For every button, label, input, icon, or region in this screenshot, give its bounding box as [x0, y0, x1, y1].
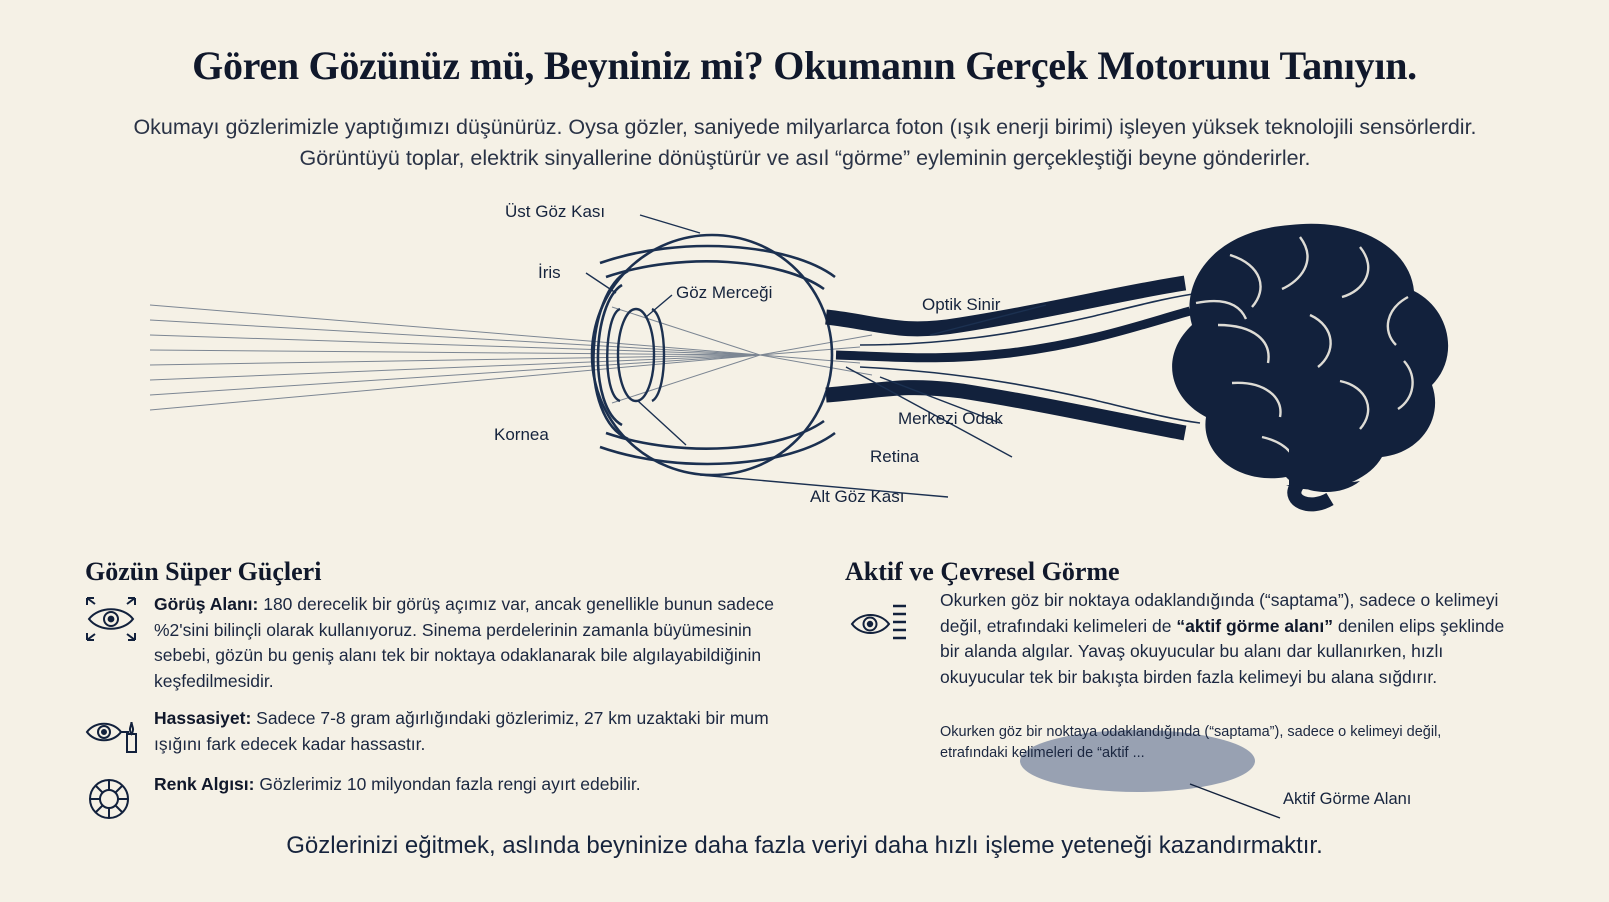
- feature-text-sensitivity: [154, 706, 782, 760]
- page-title: Gören Gözünüz mü, Beyniniz mi? Okumanın Gerçek Motorunu Tanıyın.: [192, 43, 1417, 88]
- label-iris: İris: [538, 263, 561, 282]
- eye-brain-diagram: [0, 185, 1609, 525]
- brain-illustration: [1172, 224, 1448, 505]
- ellipse-leader-line: [940, 722, 1500, 832]
- color-wheel-icon: [82, 772, 140, 826]
- reading-sample-block: [940, 722, 1500, 832]
- feature-text-field-of-view: [154, 592, 782, 694]
- right-section-paragraph: [940, 588, 1515, 690]
- label-optik-sinir: Optik Sinir: [922, 295, 1001, 314]
- feature-term-sensitivity: Hassasiyet:: [154, 708, 252, 728]
- label-alt-goz-kasi: Alt Göz Kası: [810, 487, 905, 506]
- label-merkezi-odak: Merkezi Odak: [898, 409, 1003, 428]
- feature-body-sensitivity: Sadece 7-8 gram ağırlığındaki gözlerimiz, 27 km uzaktaki bir mum ışığını fark edecek kadar hassastır.: [154, 708, 769, 754]
- light-rays: [150, 305, 872, 410]
- footer-note: Gözlerinizi eğitmek, aslında beyninize daha fazla veriyi daha hızlı işleme yeteneği kazandırmaktır.: [286, 832, 1323, 859]
- right-section-heading: Aktif ve Çevresel Görme: [845, 557, 1120, 586]
- page-subtitle: Okumayı gözlerimizle yaptığımızı düşünürüz. Oysa gözler, saniyede milyarlarca foton (ışık enerji birimi) işleyen yüksek teknolojili sensörlerdir. Görüntüyü toplar, elektrik sinyallerine dönüştürür ve asıl “görme” eyleminin gerçekleştiği beyne gönderirler.: [133, 115, 1477, 170]
- eye-rays-icon: [848, 596, 910, 652]
- label-goz-mercegi: Göz Merceği: [676, 283, 773, 302]
- right-paragraph-part-1: Okurken göz bir noktaya odaklandığında (“saptama”), sadece o kelimeyi değil, etrafındaki kelimeleri de: [940, 590, 1499, 636]
- right-paragraph-highlight: “aktif görme alanı”: [1176, 615, 1333, 636]
- label-retina: Retina: [870, 447, 920, 466]
- feature-item-field-of-view: [82, 592, 782, 694]
- active-vision-ellipse-label: Aktif Görme Alanı: [1283, 790, 1412, 808]
- feature-term-field-of-view: Görüş Alanı:: [154, 594, 259, 614]
- feature-text-color-perception: [154, 772, 641, 826]
- feature-term-color-perception: Renk Algısı:: [154, 774, 255, 794]
- left-section-heading: Gözün Süper Güçleri: [85, 557, 322, 586]
- optic-nerve: [826, 283, 1200, 433]
- right-paragraph-part-2: denilen elips şeklinde bir alanda algılar. Yavaş okuyucular bu alanı dar kullanırken, hızlı okuyucular tek bir bakışta birden fazla kelimeyi bu alana sığdırır.: [940, 615, 1505, 687]
- eye-field-of-view-icon: [82, 592, 140, 646]
- lens-and-iris: [607, 309, 664, 401]
- feature-body-field-of-view: 180 derecelik bir görüş açımız var, ancak genellikle bunun sadece %2'sini bilinçli olarak kullanıyoruz. Sinema perdelerinin zamanla büyümesinin sebebi, gözün bu geniş alanı tek bir noktaya odaklanarak bile algılayabildiğinin keşfedilmesidir.: [154, 594, 774, 691]
- feature-item-color-perception: [82, 772, 782, 826]
- feature-body-color-perception: Gözlerimiz 10 milyondan fazla rengi ayırt edebilir.: [254, 774, 641, 794]
- label-kornea: Kornea: [494, 425, 549, 444]
- feature-item-sensitivity: [82, 706, 782, 760]
- eye-candle-sensitivity-icon: [82, 706, 140, 760]
- label-ust-goz-kasi: Üst Göz Kası: [505, 202, 606, 221]
- reading-sample-text: Okurken göz bir noktaya odaklandığında (“saptama”), sadece o kelimeyi değil, etrafındaki kelimeleri de “aktif ...: [940, 724, 1442, 761]
